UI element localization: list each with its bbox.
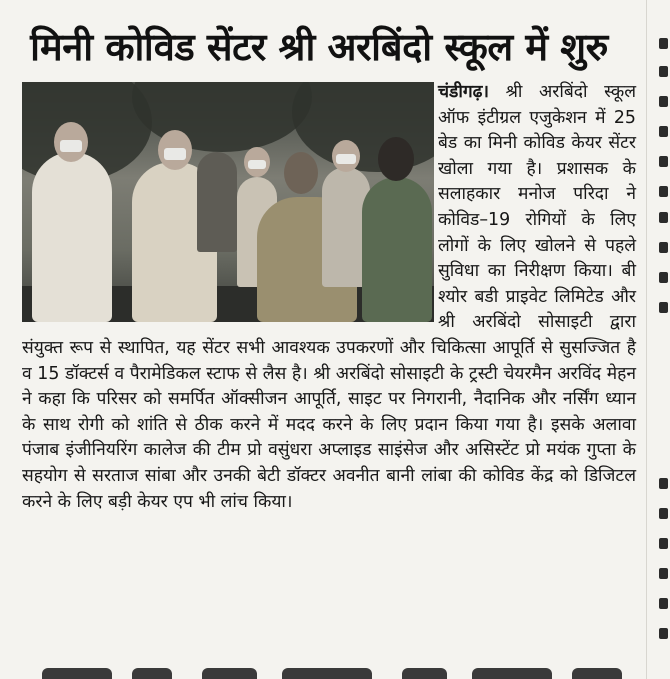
next-article-cutoff — [22, 668, 636, 679]
article-dateline: चंडीगढ़। — [438, 82, 490, 102]
photo-spacer — [22, 80, 434, 326]
column-divider — [646, 0, 647, 679]
article-body — [22, 80, 636, 515]
previous-article-cutoff — [0, 0, 640, 14]
article-text: श्री अरबिंदो स्कूल ऑफ इंटीग्रल एजुकेशन में 25 बेड का मिनी कोविड केयर सेंटर खोला गया है। प्रशासक के सलाहकार मनोज परिदा ने कोविड–19 रोगियों के लिए लोगों के लिए खोलने से पहले सुविधा का निरीक्षण किया। बी श्योर बडी प्राइवेट लिमिटेड और श्री अरबिंदो सोसाइटी द्वारा संयुक्त रूप से स्थापित, यह सेंटर सभी आवश्यक उपकरणों और चिकित्सा आपूर्ति से सुसज्जित है व 15 डॉक्टर्स व पैरामेडिकल स्टाफ से लैस है। श्री अरबिंदो सोसाइटी के ट्रस्टी चेयरमैन अरविंद मेहन ने कहा कि परिसर को समर्पित ऑक्सीजन आपूर्ति, साइट पर निगरानी, नैदानिक और नर्सिंग ध्यान के साथ रोगी को शांति से ठीक करने में मदद करने के लिए प्रदान किया गया है। इसके अलावा पंजाब इंजीनियरिंग कालेज की टीम प्रो वसुंधरा अप्लाइड साइंसेज और असिस्टेंट प्रो मयंक गुप्ता के सहयोग से सरताज सांबा और उनकी बेटी डॉक्टर अवनीत बानी लांबा की कोविड केंद्र को डिजिटल करने के लिए बड़ी केयर एप भी लांच किया। — [22, 82, 636, 512]
adjacent-column-cutoff — [655, 0, 670, 679]
article-headline: मिनी कोविड सेंटर श्री अरबिंदो स्कूल में शुरु — [30, 25, 608, 69]
